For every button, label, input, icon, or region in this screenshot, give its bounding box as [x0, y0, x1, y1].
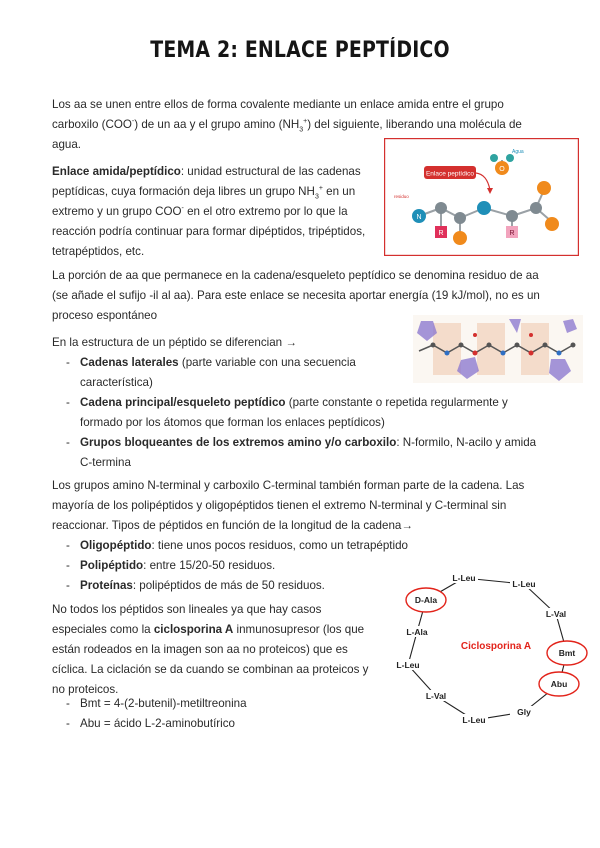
nitrogen-atom — [477, 201, 491, 215]
cyclosporin-center-label: Ciclosporina A — [460, 641, 532, 652]
tipos-list — [58, 536, 418, 596]
list-item-term: Cadenas laterales — [80, 356, 179, 369]
intro-sup-b: + — [303, 118, 308, 126]
enlace-sub-a: 3 — [314, 193, 319, 201]
oxygen-atom — [545, 217, 559, 231]
carbon-atom — [530, 202, 542, 214]
list-item-text: : tiene unos pocos residuos, como un tetrapéptido — [151, 539, 408, 552]
peptide-bond-label: Enlace peptídico — [425, 170, 475, 178]
list-item-text: : polipéptidos de más de 50 residuos. — [132, 579, 325, 592]
intro-sub-b: 3 — [299, 126, 304, 134]
intro-text-a: Los aa se unen entre ellos de forma covalente mediante un enlace amida entre el grupo carboxilo (COO — [52, 98, 504, 131]
list-item-text: : entre 15/20-50 residuos. — [143, 559, 276, 572]
residue-label: D-Ala — [414, 595, 438, 605]
residue-label: Abu — [550, 679, 568, 689]
list-item — [58, 393, 548, 433]
residue-label: L-Val — [425, 691, 447, 701]
list-item-term: Oligopéptido — [80, 539, 152, 552]
residue-label: L-Leu — [462, 715, 486, 725]
intro-text-b: ) de un aa y el grupo amino (NH — [134, 118, 300, 131]
enlace-paragraph — [52, 162, 370, 262]
peptide-bond-figure — [384, 138, 579, 256]
cyclosporin-figure — [384, 560, 599, 732]
list-item-term: Polipéptido — [80, 559, 144, 572]
list-item-text: (parte constante o repetida regularmente y formado por los átomos que forman los enlaces peptídicos) — [80, 396, 508, 429]
enlace-sup-a: + — [318, 185, 323, 193]
atom-label-o: O — [499, 166, 505, 173]
estructura-intro: En la estructura de un péptido se diferencian → — [52, 336, 297, 349]
atom-label-r1: R — [438, 230, 444, 237]
list-item-text: (parte variable con una secuencia característica) — [80, 356, 356, 389]
oxygen-atom — [453, 231, 467, 245]
enlace-term: Enlace amida/peptídico — [52, 165, 181, 178]
list-item — [58, 576, 418, 596]
list-item-term: Cadena principal/esqueleto peptídico — [80, 396, 286, 409]
residue-label: L-Val — [545, 609, 567, 619]
intro-sup-a: - — [131, 118, 135, 126]
list-item-text: : N-formilo, N-acilo y amida C-termina — [80, 436, 537, 469]
enlace-text-c: en el otro extremo por lo que la reacción podría continuar para formar dipéptidos, tripéptidos, tetrapéptidos, etc. — [52, 205, 366, 258]
residue-label: L-Leu — [396, 660, 420, 670]
water-hydrogen — [490, 154, 498, 162]
estructura-list — [58, 353, 548, 473]
list-item — [58, 353, 380, 393]
ciclo-text-b: inmunosupresor (los que están rodeados en la imagen son aa no proteicos) que es cíclica. La ciclación se da cuando se combinan aa proteicos y no proteicos. — [52, 623, 369, 696]
atom-label-n: N — [416, 214, 422, 221]
abreviaturas-list — [58, 694, 378, 734]
residue-label: Gly — [517, 707, 531, 717]
carbon-atom — [454, 212, 466, 224]
ciclo-text-a: No todos los péptidos son lineales ya que hay casos especiales como la — [52, 603, 322, 636]
water-label: Agua — [512, 149, 524, 155]
cyclosporin-diagram — [384, 560, 599, 732]
residue-label: L-Ala — [406, 627, 428, 637]
list-item-term: Grupos bloqueantes de los extremos amino y/o carboxilo — [80, 436, 397, 449]
list-item: - Bmt = 4-(2-butenil)-metiltreonina — [58, 694, 378, 714]
intro-text-c: ) del siguiente, liberando una molécula de agua. — [52, 118, 522, 151]
residuo-paragraph: La porción de aa que permanece en la cadena/esqueleto peptídico se denomina residuo de aa (se añade el sufijo -il al aa). Para este enlace se necesita aportar energía (19 kJ/mol), no es un proceso espontáneo — [52, 269, 540, 322]
water-hydrogen — [506, 154, 514, 162]
carbon-atom — [506, 210, 518, 222]
list-item-term: Proteínas — [80, 579, 133, 592]
ciclo-paragraph — [52, 600, 377, 700]
list-item — [58, 556, 418, 576]
grupos-paragraph: Los grupos amino N-terminal y carboxilo C-terminal también forman parte de la cadena. Las mayoría de los polipéptidos y oligopéptidos tienen el extremo N-terminal y C-terminal sin reaccionar. Tipos de péptidos en función de la longitud de la cadena→ — [52, 479, 525, 532]
page-title: TEMA 2: ENLACE PEPTÍDICO — [150, 38, 450, 63]
residue-label: Bmt — [558, 648, 576, 658]
oxygen-atom — [537, 181, 551, 195]
ciclo-term: ciclosporina A — [153, 623, 234, 636]
enlace-sup-b: - — [181, 205, 184, 213]
enlace-text-b: en un extremo y un grupo COO — [52, 185, 356, 218]
list-item — [58, 536, 418, 556]
list-item — [58, 433, 548, 473]
atom-label-r2: R — [509, 230, 515, 237]
enlace-text-a: : unidad estructural de las cadenas peptídicas, cuya formación deja libres un grupo NH — [52, 165, 361, 198]
residue-label: L-Leu — [512, 579, 536, 589]
peptide-bond-diagram — [384, 138, 579, 256]
carbon-atom — [435, 202, 447, 214]
residue-label: L-Leu — [452, 573, 476, 583]
list-item: - Abu = ácido L-2-aminobutírico — [58, 714, 378, 734]
residue-label: residuo — [394, 194, 409, 199]
